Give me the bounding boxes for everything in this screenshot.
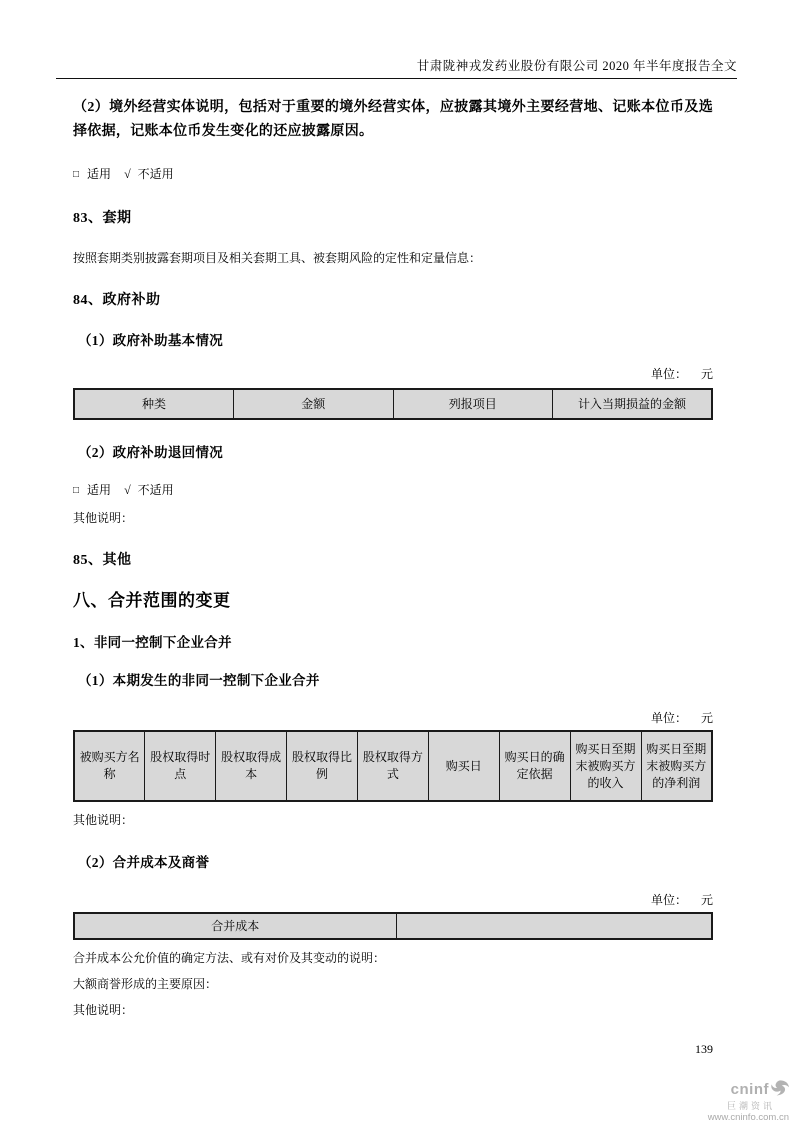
table-header-row	[74, 913, 712, 939]
not-applicable-label: 不适用	[137, 483, 174, 498]
other-note-merger: 其他说明：	[73, 813, 134, 828]
unit-label: 单位：	[650, 367, 687, 382]
foreign-entity-note: （2）境外经营实体说明，包括对于重要的境外经营实体，应披露其境外主要经营地、记账本位币及选择依据，记账本位币发生变化的还应披露原因。	[73, 100, 713, 140]
cninfo-watermark	[689, 1080, 789, 1124]
col-header-equity-cost: 股权取得成本	[216, 731, 287, 801]
unit-label: 单位：	[650, 893, 687, 908]
page-content	[73, 96, 713, 1018]
checkbox-icon: □	[73, 485, 80, 497]
cninfo-logo-text: cninf	[730, 1081, 769, 1099]
check-icon: √	[124, 167, 131, 182]
cninfo-url: www.cninfo.com.cn	[707, 1112, 789, 1124]
section-8-heading: 八、合并范围的变更	[73, 591, 231, 611]
cninfo-swirl-icon	[770, 1080, 789, 1101]
unit-line-subsidy	[73, 366, 713, 382]
section-8-1-1-heading: （1）本期发生的非同一控制下企业合并	[78, 673, 320, 689]
col-header-amount: 金额	[234, 389, 394, 419]
document-header-title: 甘肃陇神戎发药业股份有限公司 2020 年半年度报告全文	[56, 56, 737, 79]
col-header-pnl-amount: 计入当期损益的金额	[553, 389, 713, 419]
applicable-line-foreign-entity	[73, 166, 713, 184]
unit-value: 元	[700, 893, 713, 908]
applicable-label: 适用	[87, 483, 112, 498]
gov-subsidy-table	[73, 388, 713, 420]
unit-line-merger	[73, 710, 713, 726]
col-header-merge-cost: 合并成本	[74, 913, 396, 939]
col-header-acquiree-revenue: 购买日至期末被购买方的收入	[570, 731, 641, 801]
unit-line-merge-cost	[73, 892, 713, 908]
section-84-1-heading: （1）政府补助基本情况	[78, 333, 224, 349]
section-84-2-heading: （2）政府补助退回情况	[78, 445, 224, 461]
merger-table	[73, 730, 713, 802]
section-8-1-heading: 1、非同一控制下企业合并	[73, 635, 232, 651]
col-header-purchase-date: 购买日	[428, 731, 499, 801]
col-header-purchase-date-basis: 购买日的确定依据	[499, 731, 570, 801]
table-header-row	[74, 389, 712, 419]
col-header-acquiree-name: 被购买方名称	[74, 731, 145, 801]
col-header-equity-method: 股权取得方式	[358, 731, 429, 801]
col-header-type: 种类	[74, 389, 234, 419]
unit-label: 单位：	[650, 711, 687, 726]
col-header-equity-ratio: 股权取得比例	[287, 731, 358, 801]
page-number: 139	[695, 1042, 713, 1056]
col-header-acquiree-netprofit: 购买日至期末被购买方的净利润	[641, 731, 712, 801]
goodwill-note: 大额商誉形成的主要原因：	[73, 977, 218, 992]
other-note-subsidy: 其他说明：	[73, 511, 134, 526]
section-8-1-2-heading: （2）合并成本及商誉	[78, 855, 210, 871]
merge-cost-table	[73, 912, 713, 940]
checkbox-icon: □	[73, 169, 80, 181]
merge-cost-note: 合并成本公允价值的确定方法、或有对价及其变动的说明：	[73, 951, 386, 966]
applicable-line-subsidy-return	[73, 482, 713, 500]
applicable-label: 适用	[87, 167, 112, 182]
col-header-equity-time: 股权取得时点	[145, 731, 216, 801]
unit-value: 元	[700, 367, 713, 382]
section-85-heading: 85、其他	[73, 553, 132, 569]
unit-value: 元	[700, 711, 713, 726]
table-header-row	[74, 731, 712, 801]
col-merge-cost-value	[396, 913, 712, 939]
cninfo-brand-row	[689, 1080, 789, 1101]
section-83-body: 按照套期类别披露套期项目及相关套期工具、被套期风险的定性和定量信息：	[73, 251, 482, 266]
check-icon: √	[124, 483, 131, 498]
section-84-heading: 84、政府补助	[73, 293, 161, 309]
other-note-cost: 其他说明：	[73, 1003, 134, 1018]
not-applicable-label: 不适用	[137, 167, 174, 182]
col-header-report-item: 列报项目	[393, 389, 553, 419]
cninfo-chinese-name: 巨潮资讯	[726, 1100, 775, 1111]
section-83-heading: 83、套期	[73, 211, 132, 227]
